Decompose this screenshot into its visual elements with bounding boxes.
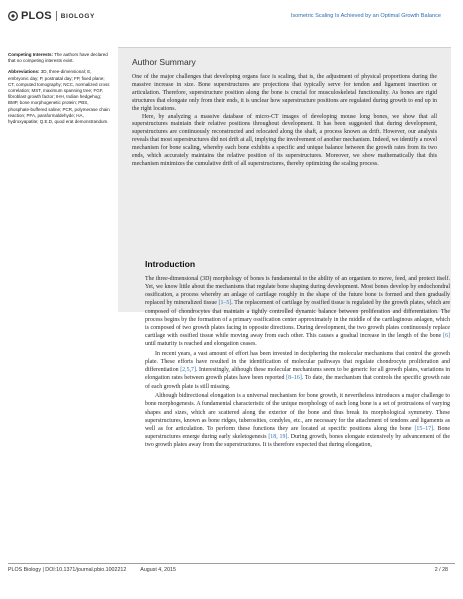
page-header: [0, 0, 463, 28]
citation-link[interactable]: [8–16]: [286, 375, 302, 382]
footer-divider: [8, 563, 455, 564]
summary-paragraph-2: Here, by analyzing a massive database of micro-CT images of developing mouse long bones, we show that all superstructures maintain their relative positions throughout development. It has been suggested that during development, superstructures are continuously reconstructed and relocated along the shaft, a process known as drift. However, our analysis reveals that most superstructures did not drift at all, implying the involvement of another mechanism. Indeed, we identify a novel mechanism for bone scaling, whereby each bone exhibits a specific and unique balance between the growth rates from its two ends, which accurately maintains the relative position of its superstructures. Moreover, we show mathematically that this mechanism minimizes the cumulative drift of all superstructures, thereby optimizing the scaling process.: [132, 113, 437, 167]
text-run: . The replacement of cartilage by ossified tissue is regulated by the growth plates, which are composed of chondrocytes that maintain a tightly controlled dynamic balance between proliferation and differentiation. The process begins by the formation of a primary ossification center approximately in the middle of the cartilaginous anlagen, which is composed of two growth plates facing in opposite directions. During development, the two growth plates continuously replace cartilage with ossified tissue while moving away from each other. This causes a gradual increase in the length of the bone: [145, 300, 450, 340]
intro-paragraph-1: [145, 275, 450, 348]
text-run: In recent years, a vast amount of effort has been invested in deciphering the molecular mechanisms that control the growth plate. These efforts have resulted in the identification of molecular pathways that regulate chondrocyte proliferation and differentiation: [145, 350, 450, 374]
text-run: . Bone superstructures emerge during early skeletogenesis: [145, 425, 450, 440]
logo-text: PLOS: [21, 10, 52, 22]
section-title-introduction: Introduction: [145, 259, 196, 269]
abbrev-label: Abbreviations:: [8, 69, 40, 75]
competing-label: Competing Interests:: [8, 52, 54, 57]
text-run: until maturity is reached and elongation ceases.: [145, 341, 257, 348]
competing-interests: [8, 52, 111, 64]
summary-paragraph-1: One of the major challenges that developing organs face is scaling, that is, the adjustment of physical proportions during the massive increase in size. Bone superstructures are projections that typically serve for tendon and ligament insertion or articulation. Therefore, superstructure position along the bone is crucial for musculoskeletal functionality. As bones are rigid structures that elongate only from their ends, it is unclear how superstructure positions are regulated during growth to end up in the right locations.: [132, 74, 437, 112]
abbrev-text: 3D, three-dimensional; E, embryonic day; P, postnatal day; FP, fixed plane; CT, computed tomography; NCC, normalized cross correlation; MST, maximum spanning tree; FGF, fibroblast growth factor; IHH, Indian hedgehog; BMP, bone morphogenetic protein; PBS, phosphate-buffered saline; PCR, polymerase chain reaction; PFA, paraformaldehyde; HA, hydroxyapatite; Q.E.D, quod erat demonstrandum.: [8, 69, 110, 125]
sidebar-notes: [8, 52, 111, 130]
journal-logo: [8, 10, 95, 22]
page-number: 2 / 28: [434, 567, 448, 573]
introduction-body: [145, 275, 450, 451]
citation-link[interactable]: [15–17]: [414, 425, 434, 432]
citation-link[interactable]: [18, 19]: [268, 433, 288, 440]
journal-name: BIOLOGY: [60, 12, 95, 20]
competing-text: The authors have declared that no competing interests exist.: [8, 52, 108, 64]
text-run: . During growth, bones elongate extensively by advancement of the two growth plates away from the superstructures. It is therefore expected that during elongation,: [145, 433, 450, 449]
page-footer: [8, 567, 176, 573]
intro-paragraph-3: [145, 392, 450, 449]
running-title: Isometric Scaling Is Achieved by an Optimal Growth Balance: [290, 13, 441, 19]
footer-date: August 4, 2015: [140, 567, 176, 573]
summary-title: Author Summary: [132, 57, 196, 67]
footer-journal-doi: PLOS Biology | DOI:10.1371/journal.pbio.1002212: [8, 567, 127, 573]
logo-divider: [56, 11, 57, 21]
text-run: Although bidirectional elongation is a universal mechanism for bone growth, it nevertheless introduces a major challenge to bone morphogenesis. A fundamental characteristic of the unique morphology of each long bone is a set of protrusions of varying shapes and sizes, which are scattered along the exterior of the bone and thus break its morphological symmetry. These superstructures, known as bone ridges, tuberosities, condyles, etc., are necessary for the attachment of tendons and ligaments as well as for articulation. To perform these functions they are located at specific positions along the bone: [145, 393, 450, 432]
citation-link[interactable]: [6]: [443, 333, 450, 340]
text-run: . Interestingly, although these molecular mechanisms seem to be generic for all growth plates, variations in elongation rates between growth plates have been reported: [145, 367, 451, 382]
author-summary-box: [118, 47, 451, 312]
citation-link[interactable]: [1–5]: [218, 300, 232, 307]
citation-link[interactable]: [2,5,7]: [180, 367, 196, 374]
summary-body: [132, 74, 437, 169]
text-run: The three-dimensional (3D) morphology of bones is fundamental to the ability of an organism to move, feed, and protect itself. Yet, we know little about the mechanisms that regulate bone shaping during development. Most bones develop by endochondral ossification, a process whereby an anlage of cartilage roughly in the shape of the future bone is formed and then gradually replaced by mineralized tissue: [145, 276, 450, 307]
intro-paragraph-2: [145, 350, 450, 391]
text-run: . To date, the mechanism that controls the specific growth rate of each growth plate is still missing.: [145, 375, 451, 390]
plos-logo-icon: [8, 11, 18, 21]
abbreviations: [8, 69, 111, 125]
